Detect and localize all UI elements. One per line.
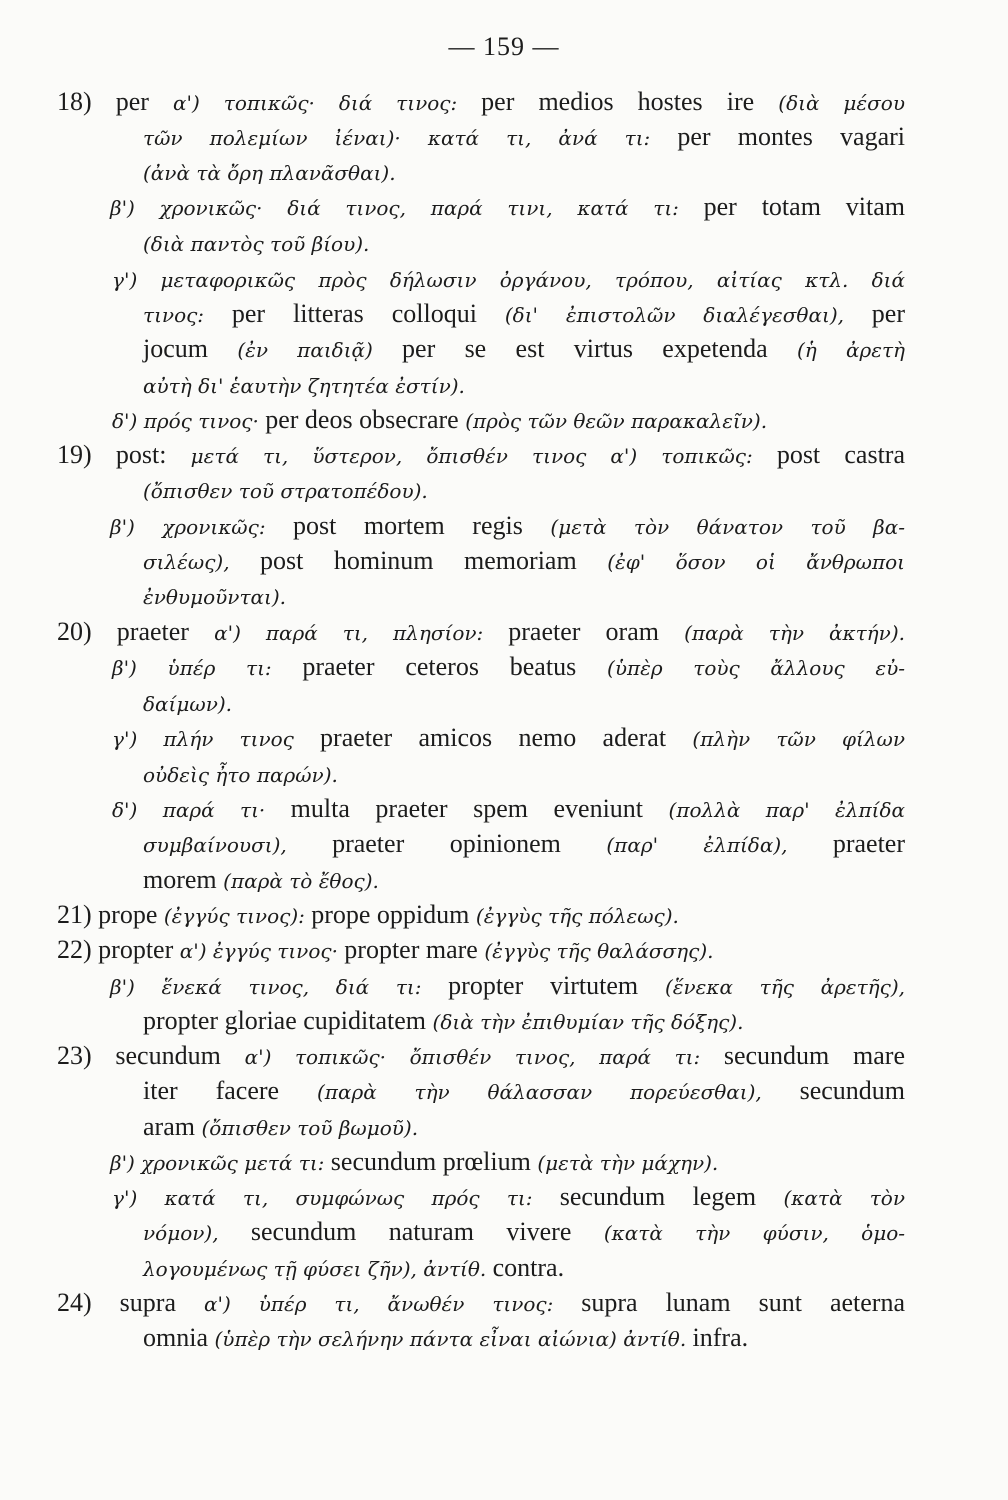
text-line: δαίμων). <box>143 692 233 716</box>
text-line: γ') πλήν τινος praeter amicos nemo aderat (πλὴν τῶν φίλων <box>112 723 906 752</box>
text-line: 22) propter α') ἐγγύς τινος· propter mare (ἐγγὺς τῆς θαλάσσης). <box>57 935 714 964</box>
text-line: δ') παρά τι· multa praeter spem eveniunt (πολλὰ παρ' ἐλπίδα <box>112 794 906 823</box>
text-line: iter facere (παρὰ τὴν θάλασσαν πορεύεσθαι), secundum <box>143 1076 905 1105</box>
text-line: 24) supra α') ὑπέρ τι, ἄνωθέν τινος: supra lunam sunt aeterna <box>57 1288 906 1317</box>
text-line: jocum (ἐν παιδιᾷ) per se est virtus expetenda (ἡ ἀρετὴ <box>143 334 905 363</box>
text-line: 20) praeter α') παρά τι, πλησίον: praeter oram (παρὰ τὴν ἀκτήν). <box>57 617 905 646</box>
text-line: 19) post: μετά τι, ὕστερον, ὄπισθέν τινος α') τοπικῶς: post castra <box>57 440 905 469</box>
text-line: 23) secundum α') τοπικῶς· ὄπισθέν τινος, παρά τι: secundum mare <box>57 1041 905 1070</box>
text-line: β') ὑπέρ τι: praeter ceteros beatus (ὑπὲρ τοὺς ἄλλους εὐ- <box>112 652 906 681</box>
text-line: β') χρονικῶς· διά τινος, παρά τινι, κατά τι: per totam vitam <box>110 192 905 221</box>
text-line: τῶν πολεμίων ἰέναι)· κατά τι, ἀνά τι: per montes vagari <box>143 122 906 151</box>
text-line: νόμον), secundum naturam vivere (κατὰ τὴν φύσιν, ὁμο- <box>143 1217 905 1246</box>
text-line: omnia (ὑπὲρ τὴν σελήνην πάντα εἶναι αἰώνια) ἀντίθ. infra. <box>143 1323 749 1352</box>
text-line: γ') κατά τι, συμφώνως πρός τι: secundum legem (κατὰ τὸν <box>112 1182 906 1211</box>
text-line: β') ἕνεκά τινος, διά τι: propter virtutem (ἕνεκα τῆς ἀρετῆς), <box>110 971 905 1000</box>
text-line: τινος: per litteras colloqui (δι' ἐπιστολῶν διαλέγεσθαι), per <box>143 299 905 328</box>
text-line: β') χρονικῶς: post mortem regis (μετὰ τὸν θάνατον τοῦ βα- <box>110 511 905 540</box>
text-line: ἐνθυμοῦνται). <box>143 585 287 609</box>
text-line: (διὰ παντὸς τοῦ βίου). <box>143 232 370 256</box>
text-line: aram (ὄπισθεν τοῦ βωμοῦ). <box>143 1112 419 1141</box>
text-line: morem (παρὰ τὸ ἔθος). <box>143 865 379 894</box>
text-line: 18) per α') τοπικῶς· διά τινος: per medios hostes ire (διὰ μέσου <box>57 87 906 116</box>
text-line: δ') πρός τινος· per deos obsecrare (πρὸς τῶν θεῶν παρακαλεῖν). <box>112 405 768 434</box>
text-line: συμβαίνουσι), praeter opinionem (παρ' ἐλπίδα), praeter <box>143 829 906 858</box>
text-line: (ὄπισθεν τοῦ στρατοπέδου). <box>143 479 428 503</box>
page-number: — 159 — <box>448 32 560 61</box>
text-line: γ') μεταφορικῶς πρὸς δήλωσιν ὀργάνου, τρόπου, αἰτίας κτλ. διά <box>112 268 905 292</box>
text-line: σιλέως), post hominum memoriam (ἐφ' ὅσον οἱ ἄνθρωποι <box>143 546 905 575</box>
text-line: β') χρονικῶς μετά τι: secundum prœlium (μετὰ τὴν μάχην). <box>110 1147 719 1176</box>
text-line: οὐδεὶς ἦτο παρών). <box>143 763 338 787</box>
text-line: (ἀνὰ τὰ ὄρη πλανᾶσθαι). <box>143 161 396 185</box>
text-line: λογουμένως τῇ φύσει ζῆν), ἀντίθ. contra. <box>143 1253 565 1282</box>
text-line: 21) prope (ἐγγύς τινος): prope oppidum (ἐγγὺς τῆς πόλεως). <box>57 900 679 929</box>
text-line: αὐτὴ δι' ἑαυτὴν ζητητέα ἐστίν). <box>143 374 465 398</box>
text-line: propter gloriae cupiditatem (διὰ τὴν ἐπιθυμίαν τῆς δόξης). <box>143 1006 744 1035</box>
